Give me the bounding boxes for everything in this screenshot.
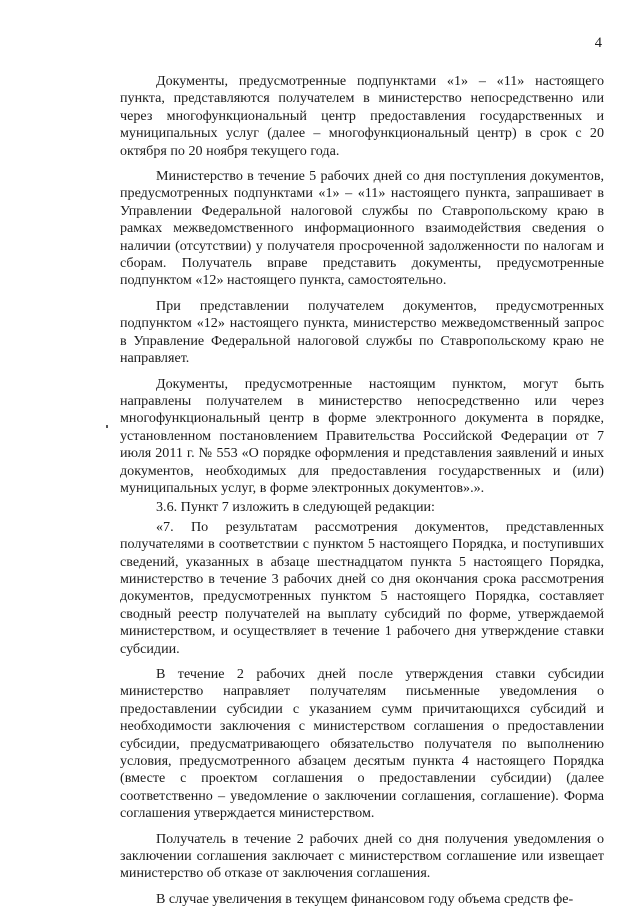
paragraph-budget-increase: В случае увеличения в текущем финансовом году объема средств фе- [156, 890, 574, 907]
document-body [120, 73, 604, 916]
paragraph-ministry-request: Министерство в течение 5 рабочих дней со дня поступления документов, предусмотренных подпунктами «1» – «11» настоящего пункта, запрашивает в Управлении Федеральной налоговой службы по Ставропольскому краю в рамках межведомственного информационного взаимодействия сведения о наличии (отсутствии) у получателя просроченной задолженности по налогам и сборам. Получатель вправе представить документы, предусмотренные подпунктом «12» настоящего пункта, самостоятельно. [120, 168, 604, 289]
paragraph-no-interagency-request: При представлении получателем документов, предусмотренных подпунктом «12» настоящего пункта, министерство межведомственный запрос в Управление Федеральной налоговой службы по Ставропольскому краю не направляет. [120, 297, 604, 367]
paragraph-notification: В течение 2 рабочих дней после утверждения ставки субсидии министерство направляет получателям письменные уведомления о предоставлении субсидии с указанием сумм причитающихся субсидий и необходимости заключения с министерством соглашения о предоставлении субсидии, предусматривающего обязательство получателя по выполнению условия, предусмотренного абзацем десятым пункта 4 настоящего Порядка (вместе с проектом соглашения о предоставлении субсидии) (далее соответственно – уведомление о заключении соглашения, соглашение). Форма соглашения утверждается министерством. [120, 666, 604, 822]
page-number: 4 [594, 35, 602, 51]
paragraph-agreement-conclusion: Получатель в течение 2 рабочих дней со дня получения уведомления о заключении соглашения заключает с министерством соглашение или извещает министерство об отказе от заключения соглашения. [120, 830, 604, 882]
paragraph-documents-submission: Документы, предусмотренные подпунктами «1» – «11» настоящего пункта, представляются получателем в министерство непосредственно или через многофункциональный центр предоставления государственных и муниципальных услуг (далее – многофункциональный центр) в срок с 20 октября по 20 ноября текущего года. [120, 73, 604, 159]
scan-artifact-mark [106, 425, 108, 428]
paragraph-point-7: «7. По результатам рассмотрения документов, представленных получателями в соответствии с пунктом 5 настоящего Порядка, и поступивших сведений, указанных в абзаце шестнадцатом пункта 5 настоящего Порядка, министерство в течение 3 рабочих дней со дня окончания срока рассмотрения документов, предусмотренных пунктом 5 настоящего Порядка, составляет сводный реестр получателей на выплату субсидий по форме, утверждаемой министерством, и осуществляет в течение 1 рабочего дня утверждение ставки субсидии. [120, 518, 604, 657]
paragraph-point-3-6: 3.6. Пункт 7 изложить в следующей редакции: [156, 499, 435, 516]
paragraph-electronic-documents: Документы, предусмотренные настоящим пунктом, могут быть направлены получателем в министерство непосредственно или через многофункциональный центр в форме электронного документа в порядке, установленном постановлением Правительства Российской Федерации от 7 июля 2011 г. № 553 «О порядке оформления и представления заявлений и иных документов, необходимых для предоставления государственных и (или) муниципальных услуг, в форме электронных документов».». [120, 375, 604, 496]
